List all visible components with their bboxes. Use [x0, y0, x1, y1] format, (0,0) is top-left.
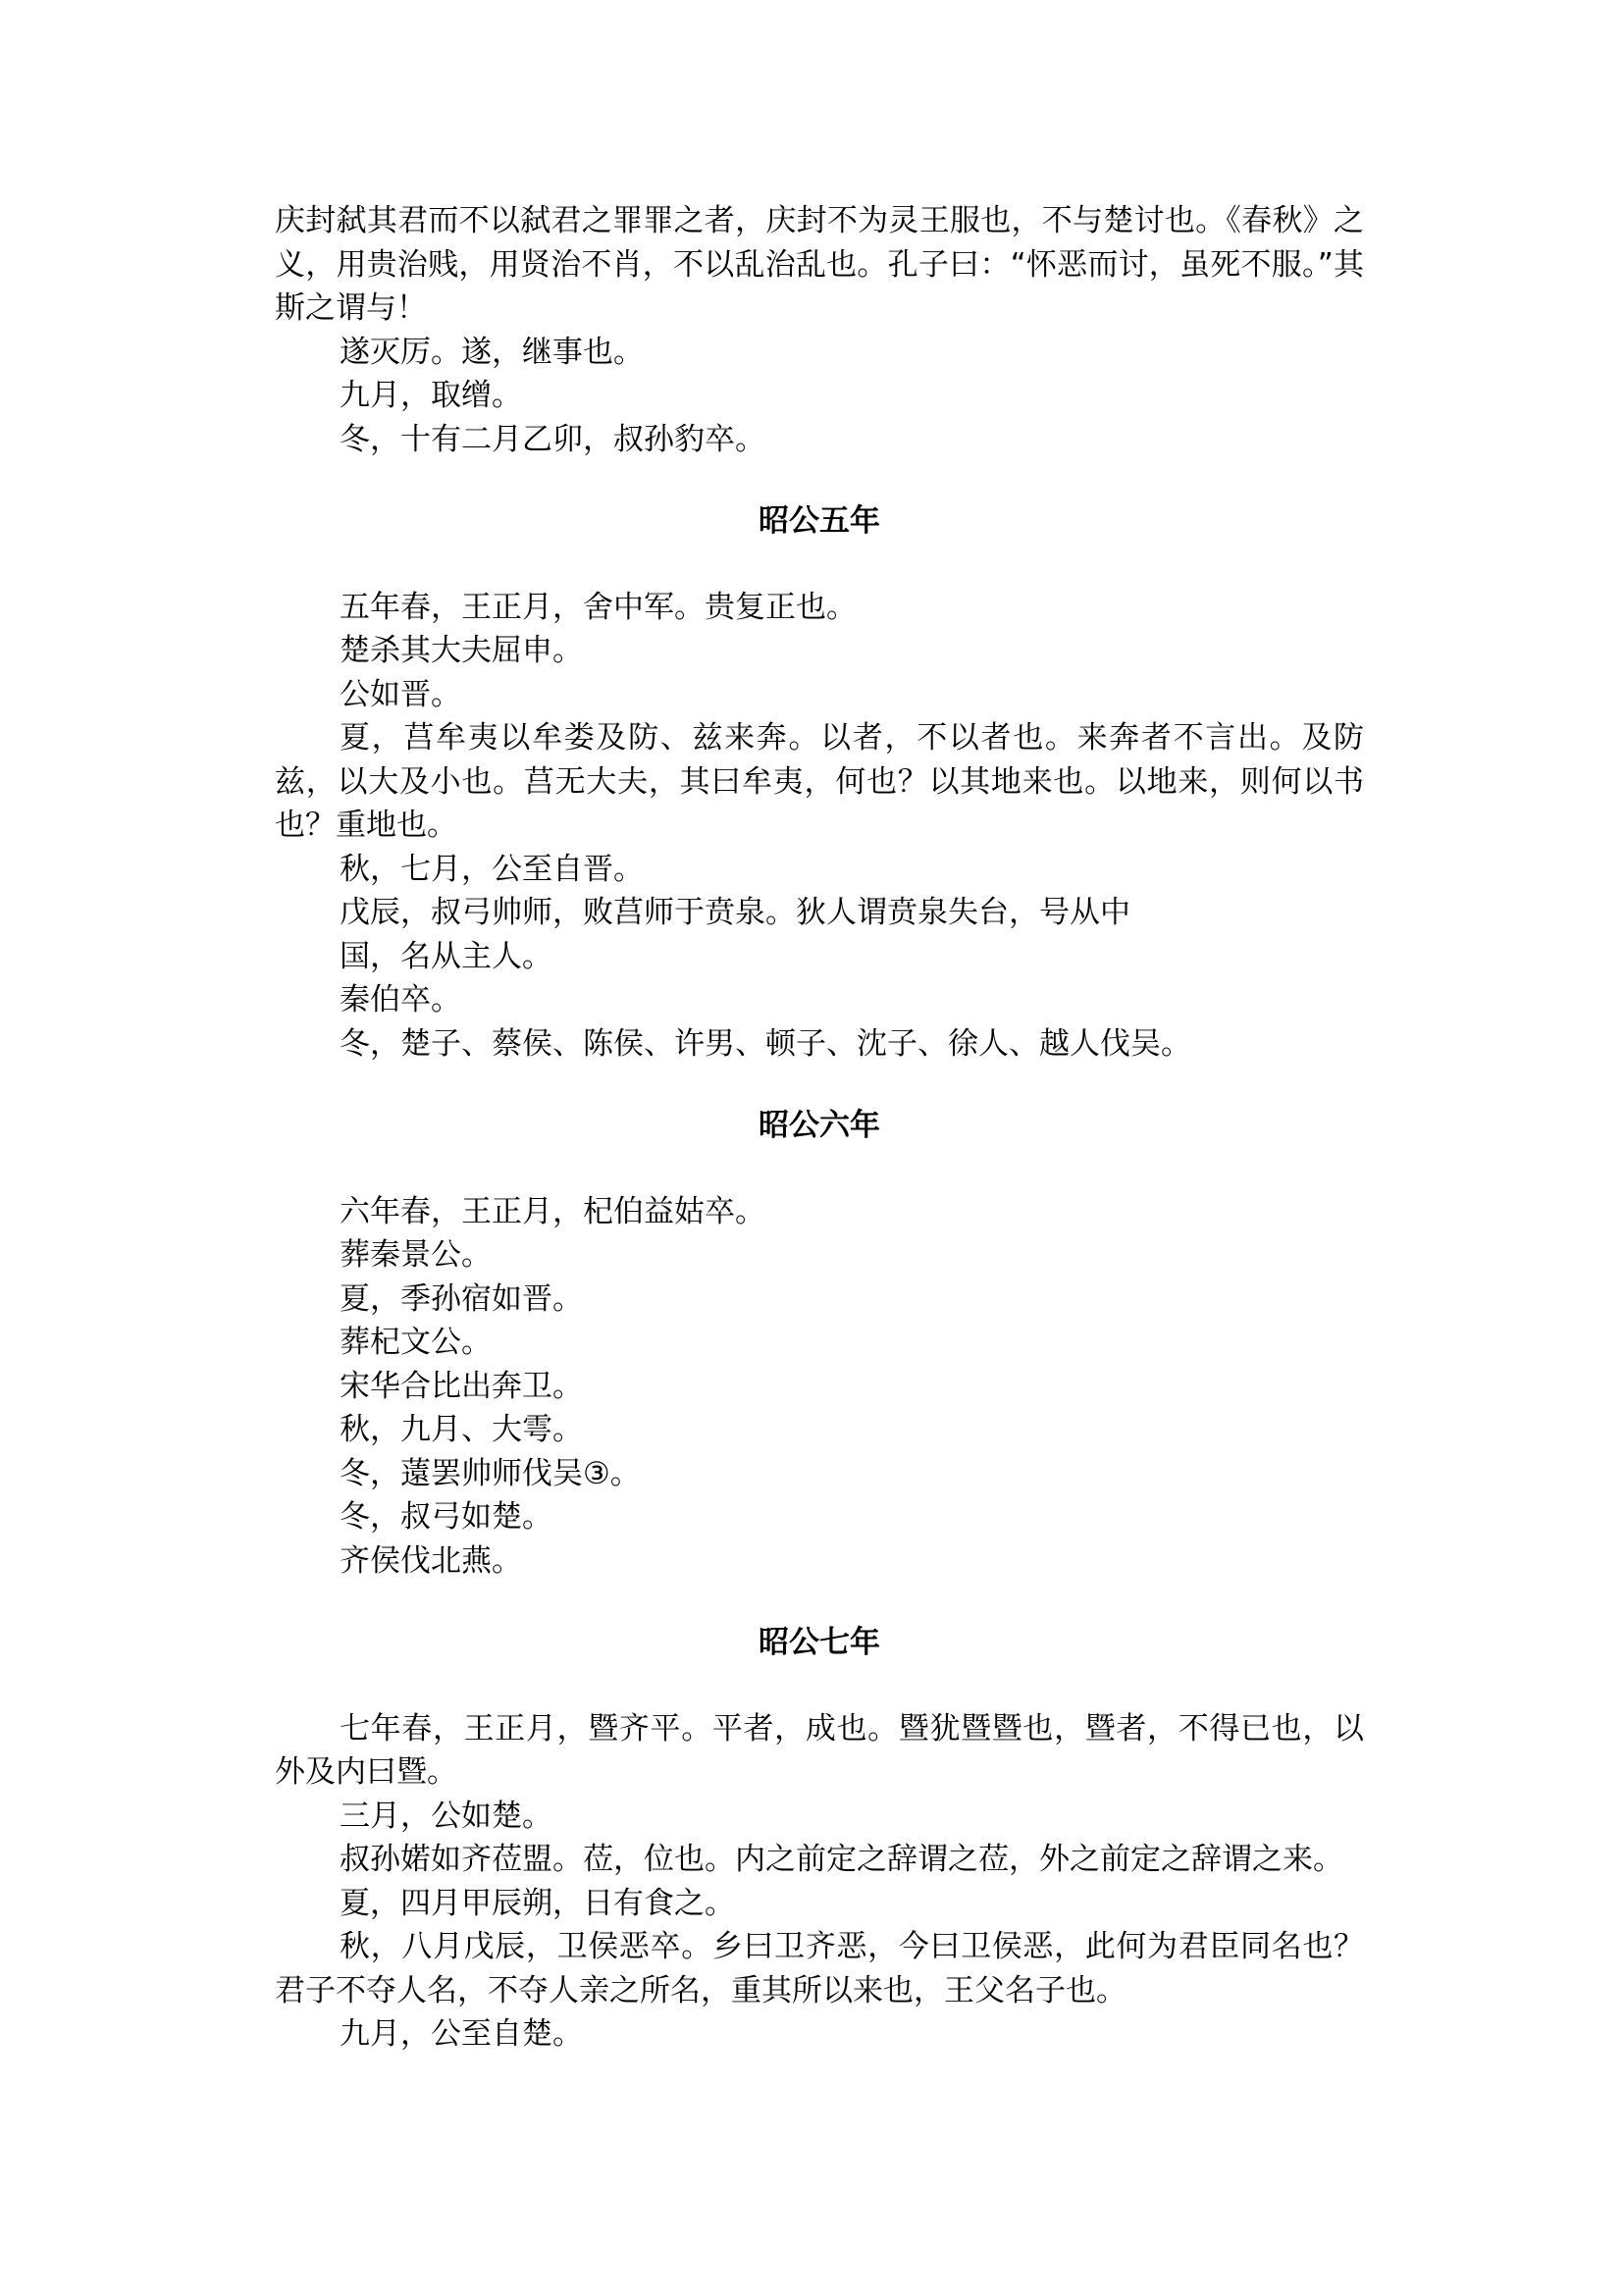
paragraph: 九月，取缯。 — [340, 378, 522, 413]
section-heading-year7: 昭公七年 — [759, 1625, 880, 1660]
paragraph: 叔孙婼如齐莅盟。莅，位也。内之前定之辞谓之莅，外之前定之辞谓之来。 — [340, 1842, 1343, 1877]
paragraph: 六年春，王正月，杞伯益姑卒。 — [340, 1193, 765, 1229]
paragraph: 葬杞文公。 — [340, 1325, 492, 1360]
paragraph: 冬，薳罢帅师伐吴③。 — [340, 1455, 641, 1491]
section-heading-year6: 昭公六年 — [759, 1108, 880, 1143]
paragraph: 秋，七月，公至自晋。 — [340, 851, 644, 887]
document-page — [275, 199, 1364, 2057]
paragraph: 齐侯伐北燕。 — [340, 1542, 522, 1579]
paragraph: 公如晋。 — [340, 676, 461, 712]
paragraph: 国，名从主人。 — [340, 938, 552, 974]
paragraph: 七年春，王正月，暨齐平。平者，成也。暨犹暨暨也，暨者，不得已也，以外及内曰暨。 — [275, 1710, 1364, 1790]
paragraph: 宋华合比出奔卫。 — [340, 1368, 583, 1404]
paragraph: 夏，莒牟夷以牟娄及防、兹来奔。以者，不以者也。来奔者不言出。及防兹，以大及小也。莒无大夫，其曰牟夷，何也？以其地来也。以地来，则何以书也？重地也。 — [275, 720, 1364, 843]
paragraph: 遂灭厉。遂，继事也。 — [340, 334, 644, 370]
paragraph: 秦伯卒。 — [340, 982, 461, 1017]
section-heading-year5: 昭公五年 — [759, 503, 880, 539]
paragraph: 庆封弑其君而不以弑君之罪罪之者，庆封不为灵王服也，不与楚讨也。《春秋》之义，用贵治贱，用贤治不肖，不以乱治乱也。孔子曰：“怀恶而讨，虽死不服。”其斯之谓与！ — [275, 203, 1364, 326]
paragraph: 秋，八月戊辰，卫侯恶卒。乡曰卫齐恶，今曰卫侯恶，此何为君臣同名也？君子不夺人名，不夺人亲之所名，重其所以来也，王父名子也。 — [275, 1929, 1364, 2008]
paragraph: 夏，季孙宿如晋。 — [340, 1280, 583, 1317]
paragraph: 冬，楚子、蔡侯、陈侯、许男、顿子、沈子、徐人、越人伐吴。 — [340, 1025, 1191, 1062]
paragraph: 九月，公至自楚。 — [340, 2016, 583, 2052]
paragraph: 夏，四月甲辰朔，日有食之。 — [340, 1885, 735, 1921]
paragraph: 三月，公如楚。 — [340, 1798, 552, 1834]
paragraph: 秋，九月、大雩。 — [340, 1412, 583, 1447]
paragraph: 五年春，王正月，舍中军。贵复正也。 — [340, 589, 857, 625]
paragraph: 楚杀其大夫屈申。 — [340, 633, 583, 668]
paragraph: 冬，叔弓如楚。 — [340, 1499, 552, 1535]
paragraph: 戊辰，叔弓帅师，败莒师于贲泉。狄人谓贲泉失台，号从中 — [340, 895, 1130, 930]
paragraph: 葬秦景公。 — [340, 1237, 492, 1273]
paragraph: 冬，十有二月乙卯，叔孙豹卒。 — [340, 421, 765, 457]
